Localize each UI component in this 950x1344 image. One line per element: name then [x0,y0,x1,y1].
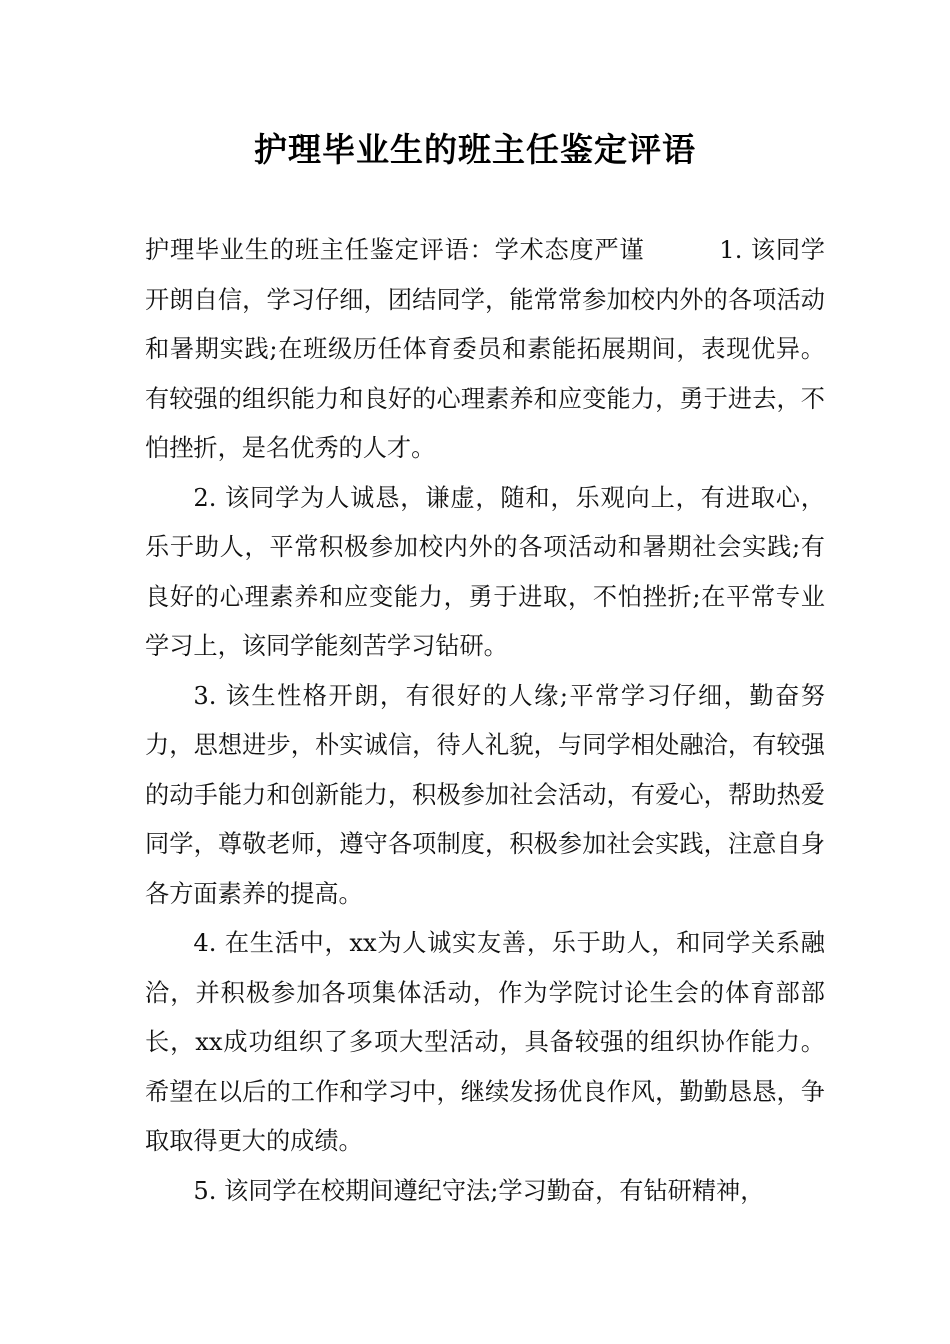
paragraph-3: 3. 该生性格开朗，有很好的人缘;平常学习仔细，勤奋努力，思想进步，朴实诚信，待人礼貌，与同学相处融洽，有较强的动手能力和创新能力，积极参加社会活动，有爱心，帮助热爱同学，尊敬老师，遵守各项制度，积极参加社会实践，注意自身各方面素养的提高。 [145,681,825,908]
document-body [145,226,825,1216]
paragraph-intro: 护理毕业生的班主任鉴定评语：学术态度严谨 1. 该同学开朗自信，学习仔细，团结同学，能常常参加校内外的各项活动和暑期实践;在班级历任体育委员和素能拓展期间，表现优异。有较强的组织能力和良好的心理素养和应变能力，勇于进去，不怕挫折，是名优秀的人才。 [145,236,825,462]
paragraph-5: 5. 该同学在校期间遵纪守法;学习勤奋，有钻研精神， [193,1176,765,1205]
paragraph-2: 2. 该同学为人诚恳，谦虚，随和，乐观向上，有进取心，乐于助人，平常积极参加校内外的各项活动和暑期社会实践;有良好的心理素养和应变能力，勇于进取，不怕挫折;在平常专业学习上，该同学能刻苦学习钻研。 [145,483,825,660]
page-title: 护理毕业生的班主任鉴定评语 [254,130,696,169]
paragraph-4: 4. 在生活中，xx为人诚实友善，乐于助人，和同学关系融洽，并积极参加各项集体活动，作为学院讨论生会的体育部部长，xx成功组织了多项大型活动，具备较强的组织协作能力。希望在以后的工作和学习中，继续发扬优良作风，勤勤恳恳，争取取得更大的成绩。 [145,929,825,1155]
